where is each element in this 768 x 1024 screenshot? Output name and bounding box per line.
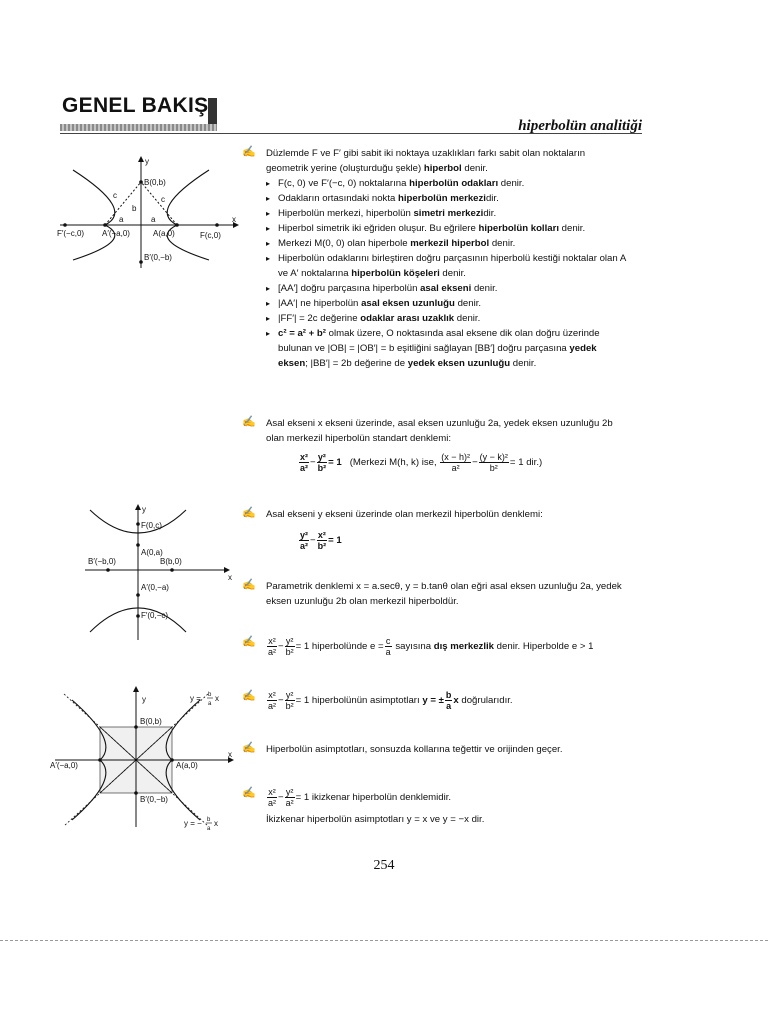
list-item: ▸ Hiperbol simetrik iki eğriden oluşur. Bu eğrilere hiperbolün kolları denir. (266, 221, 628, 236)
figure-hyperbola-y-axis (80, 500, 240, 645)
svg-text:a: a (207, 826, 211, 832)
title-underline-pattern (60, 124, 217, 131)
label-b-point: B(0,b) (144, 178, 166, 187)
definition-text: Düzlemde F ve F′ gibi sabit iki noktaya uzaklıkları farkı sabit olan noktaların geometrik yerine (oluşturduğu şekle) (266, 148, 586, 174)
isosceles-section: ✍ $\frac{\text{x²}}{\text{a²}}$ − $\frac{\text{y²}}{\text{a²}}$ = 1 ikizkenar hiperbolün denklemidir. İkizkenar hiperbolün asimptotları y = x ve y = −x dir. (248, 787, 628, 827)
pen-icon: ✍ (242, 579, 256, 591)
definition-list (248, 176, 628, 371)
list-item: ▸ c² = a² + b² olmak üzere, O noktasında asal eksene dik olan doğru üzerinde bulunan ve |OB| = |OB′| = b eşitliğini sağlayan [BB′] doğru parçasına yedek eksen; |BB′| = 2b değerine de yedek eksen uzunluğu denir. (266, 326, 628, 371)
label-aprime-point: A′(−a,0) (102, 229, 130, 238)
topic-subtitle: hiperbolün analitiği (518, 118, 642, 134)
section-title: GENEL BAKIŞ (62, 94, 209, 117)
standard-equation: $\frac{\text{x²}}{\text{a²}}$ − $\frac{\text{y²}}{\text{b²}}$ = 1 (Merkezi M(h, k) ise, $\frac{\text{(x − h)²}}{\text{a²}}$ − $\frac{\text{(y − k)²}}{\text{b²}}$ = 1 dir.) (300, 452, 543, 473)
standard-equation-text: Asal ekseni x ekseni üzerinde, asal eksen uzunluğu 2a, yedek eksen uzunluğu 2b olan merkezil hiperbolün standart denklemi: (266, 418, 613, 444)
label-bprime-point: B′(−b,0) (88, 557, 116, 566)
list-item: ▸ Hiperbolün merkezi, hiperbolün simetri merkezidir. (266, 206, 628, 221)
x-axis-label: x (228, 750, 232, 759)
label-bprime-point: B′(0,−b) (140, 795, 168, 804)
asymptote-property-section (242, 742, 628, 757)
label-a-right: a (151, 215, 156, 224)
label-aprime-point: A′(−a,0) (50, 761, 78, 770)
eccentricity-section: ✍ $\frac{\text{x²}}{\text{a²}}$ − $\frac{\text{y²}}{\text{b²}}$ = 1 hiperbolünde e = $\frac{c}{a}$ sayısına dış merkezlik denir. Hiperbolde e > 1 (242, 636, 594, 657)
definition-section (242, 146, 628, 371)
label-b-point: B(0,b) (140, 717, 162, 726)
label-bprime-point: B′(0,−b) (144, 253, 172, 262)
list-item: ▸ Hiperbolün odaklarını birleştiren doğru parçasının hiperbolü kestiği noktalar olan A ve A′ noktalarına hiperbolün köşeleri denir. (266, 251, 628, 281)
label-a-left: a (119, 215, 124, 224)
parametric-section (242, 579, 628, 609)
label-f-point: F(0,c) (141, 521, 162, 530)
isosceles-asymptote-text: İkizkenar hiperbolün asimptotları y = x ve y = −x dir. (266, 814, 485, 825)
y-axis-label: y (142, 505, 146, 514)
svg-text:y =: y = (190, 694, 201, 703)
y-axis-equation: $\frac{\text{y²}}{\text{a²}}$ − $\frac{\text{x²}}{\text{b²}}$ = 1 (300, 530, 342, 551)
pen-icon: ✍ (242, 787, 256, 799)
svg-text:y = −: y = − (184, 819, 202, 828)
list-item: ▸ Odakların ortasındaki nokta hiperbolün merkezidir. (266, 191, 628, 206)
figure-hyperbola-x-axis (55, 150, 245, 270)
pen-icon: ✍ (242, 636, 256, 648)
pen-icon: ✍ (242, 507, 256, 519)
y-axis-equation-text: Asal ekseni y ekseni üzerinde olan merkezil hiperbolün denklemi: (266, 509, 543, 520)
label-f-point: F(c,0) (200, 231, 221, 240)
page-number: 254 (373, 858, 395, 873)
label-a-point: A(a,0) (176, 761, 198, 770)
list-item: ▸ [AA′] doğru parçasına hiperbolün asal ekseni denir. (266, 281, 628, 296)
svg-text:b: b (207, 817, 211, 823)
list-item: ▸ Merkezi M(0, 0) olan hiperbole merkezil hiperbol denir. (266, 236, 628, 251)
svg-text:b: b (208, 692, 212, 698)
label-c-left: c (113, 191, 117, 200)
y-axis-equation-section (242, 507, 628, 551)
pen-icon: ✍ (242, 742, 256, 754)
svg-text:x: x (215, 694, 219, 703)
y-axis-label: y (145, 157, 149, 166)
standard-equation-section (242, 416, 628, 473)
label-fprime-point: F′(−c,0) (57, 229, 85, 238)
label-b-point: B(b,0) (160, 557, 182, 566)
footer-rule (0, 940, 768, 942)
pen-icon: ✍ (242, 146, 256, 158)
definition-text-end: denir. (461, 163, 488, 174)
list-item: ▸ |FF′| = 2c değerine odaklar arası uzaklık denir. (266, 311, 628, 326)
list-item: ▸ |AA′| ne hiperbolün asal eksen uzunluğu denir. (266, 296, 628, 311)
asymptote-section: ✍ $\frac{\text{x²}}{\text{a²}}$ − $\frac{\text{y²}}{\text{b²}}$ = 1 hiperbolünün asimptotları y = ± $\frac{b}{a}$ x doğrularıdır. (242, 690, 513, 711)
label-fprime-point: F′(0,−c) (141, 611, 169, 620)
asymptote-property-text: Hiperbolün asimptotları, sonsuzda kollarına teğettir ve orijinden geçer. (266, 744, 563, 755)
svg-text:x: x (214, 819, 218, 828)
svg-text:a: a (208, 701, 212, 707)
y-axis-label: y (142, 695, 146, 704)
pen-icon: ✍ (242, 690, 256, 702)
pen-icon: ✍ (242, 416, 256, 428)
label-a-point: A(a,0) (153, 229, 175, 238)
label-a-point: A(0,a) (141, 548, 163, 557)
label-b-segment: b (132, 204, 137, 213)
list-item: ▸ F(c, 0) ve F′(−c, 0) noktalarına hiperbolün odakları denir. (266, 176, 628, 191)
x-axis-label: x (228, 573, 232, 582)
parametric-text: Parametrik denklemi x = a.secθ, y = b.tanθ olan eğri asal eksen uzunluğu 2a, yedek eksen uzunluğu 2b olan merkezil hiperboldür. (266, 581, 622, 607)
x-axis-label: x (232, 215, 236, 224)
definition-term: hiperbol (423, 163, 462, 174)
label-aprime-point: A′(0,−a) (141, 583, 169, 592)
figure-hyperbola-asymptotes (50, 682, 245, 832)
label-c-right: c (161, 195, 165, 204)
asymptote-label-bottom (184, 817, 218, 832)
